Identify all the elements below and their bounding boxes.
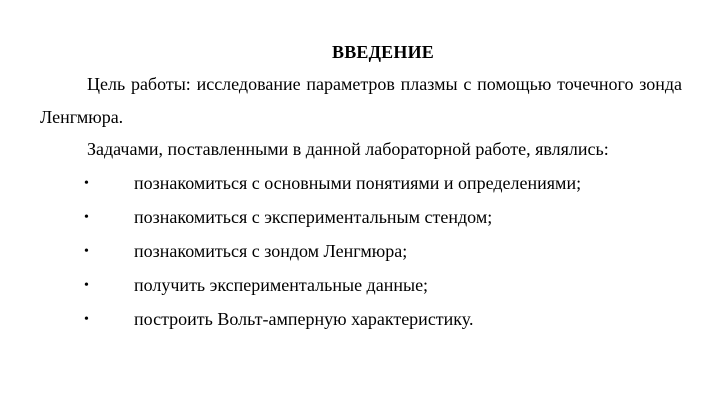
list-item (0, 235, 710, 269)
bullet-icon: • (84, 210, 89, 225)
section-heading: ВВЕДЕНИЕ (331, 42, 434, 62)
task-text: получить экспериментальные данные; (134, 275, 429, 295)
list-item (0, 303, 710, 337)
bullet-icon: • (84, 278, 89, 293)
list-item (0, 201, 710, 235)
bullet-icon: • (84, 176, 89, 191)
list-item (0, 167, 710, 201)
tasks-list (0, 167, 710, 337)
task-text: познакомиться с основными понятиями и определениями; (134, 173, 582, 193)
task-text: познакомиться с зондом Ленгмюра; (134, 241, 408, 261)
goal-paragraph: Цель работы: исследование параметров плазмы с помощью точечного зонда Ленгмюра. (40, 74, 682, 127)
bullet-icon: • (84, 312, 89, 327)
task-text: познакомиться с экспериментальным стендом; (134, 207, 493, 227)
bullet-icon: • (84, 244, 89, 259)
tasks-intro-paragraph: Задачами, поставленными в данной лабораторной работе, являлись: (87, 139, 609, 159)
task-text: построить Вольт-амперную характеристику. (134, 309, 474, 329)
list-item (0, 269, 710, 303)
